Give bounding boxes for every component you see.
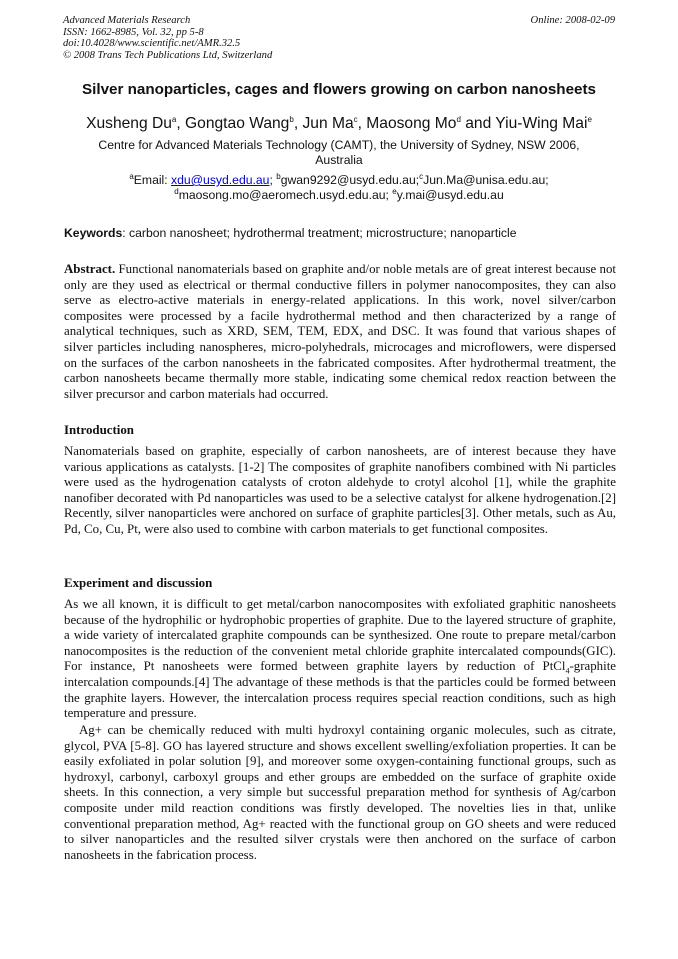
author-name: Xusheng Du bbox=[86, 115, 172, 132]
author-list bbox=[30, 114, 648, 134]
experiment-text: -graphite intercalation compounds.[4] The advantage of these methods is that the particles could be formed between the graphite layers. However, the intercalation process requires special reaction conditions, such as high temperature and pressure. bbox=[64, 659, 616, 721]
abstract-label: Abstract. bbox=[64, 262, 116, 276]
email-sup: d bbox=[174, 186, 179, 196]
email-sup: e bbox=[392, 186, 397, 196]
journal-issn: ISSN: 1662-8985, Vol. 32, pp 5-8 bbox=[63, 26, 204, 38]
email-text: y.mai@usyd.edu.au bbox=[396, 188, 504, 202]
journal-doi: doi:10.4028/www.scientific.net/AMR.32.5 bbox=[63, 38, 241, 50]
author-name: , Gongtao Wang bbox=[176, 115, 290, 132]
author-sup: a bbox=[171, 114, 177, 124]
paper-title: Silver nanoparticles, cages and flowers growing on carbon nanosheets bbox=[82, 81, 596, 98]
experiment-paragraph-1 bbox=[64, 597, 616, 722]
email-block bbox=[60, 173, 618, 203]
experiment-heading: Experiment and discussion bbox=[64, 576, 213, 590]
journal-header bbox=[63, 15, 615, 61]
abstract bbox=[64, 262, 616, 402]
email-sup: c bbox=[419, 171, 424, 181]
abstract-text: Functional nanomaterials based on graphite and/or noble metals are of great interest because not only are they used as electrical or thermal conductive fillers in polymer nanocomposites, they can also serve as electro-active materials in energy-related applications. In this work, novel silver/carbon composites were processed by a facile hydrothermal method and then characterized by a range of analytical techniques, such as XRD, SEM, TEM, EDX, and DSC. It was found that various shapes of silver particles including nanospheres, micro-polyhedrals, microcages and microflowers, were dispersed on the surfaces of the carbon nanosheets in the fabricated composites. After hydrothermal treatment, the carbon nanosheets became thermally more stable, indicating some chemical redox reaction between the silver precursor and carbon materials had occurred. bbox=[64, 262, 616, 401]
introduction-heading: Introduction bbox=[64, 423, 134, 437]
email-label: Email: bbox=[133, 173, 172, 187]
email-sup: b bbox=[276, 171, 281, 181]
email-link[interactable]: xdu@usyd.edu.au bbox=[171, 173, 270, 187]
author-name: and Yiu-Wing Mai bbox=[460, 115, 588, 132]
journal-copyright: © 2008 Trans Tech Publications Ltd, Switzerland bbox=[63, 49, 273, 61]
email-text: gwan9292@usyd.edu.au; bbox=[280, 173, 420, 187]
author-sup: b bbox=[289, 114, 294, 124]
email-sep: ; bbox=[269, 173, 277, 187]
author-name: , Maosong Mo bbox=[357, 115, 457, 132]
affiliation: Centre for Advanced Materials Technology (CAMT), the University of Sydney, NSW 2006, Australia bbox=[98, 138, 580, 167]
author-name: , Jun Ma bbox=[293, 115, 354, 132]
author-sup: c bbox=[353, 114, 358, 124]
author-sup: e bbox=[587, 114, 592, 124]
email-text: maosong.mo@aeromech.usyd.edu.au; bbox=[178, 188, 393, 202]
keywords bbox=[64, 226, 616, 240]
journal-name: Advanced Materials Research bbox=[63, 15, 191, 26]
keywords-text: : carbon nanosheet; hydrothermal treatment; microstructure; nanoparticle bbox=[122, 226, 517, 240]
introduction-paragraph: Nanomaterials based on graphite, especially of carbon nanosheets, are of interest because they have various applications as catalysts. [1-2] The composites of graphite nanofibers combined with Ni particles were used as the hydrogenation catalysts of croton aldehyde to crotyl alcohol [1], while the graphite nanofiber decorated with Pd nanoparticles was used to be a selective catalyst for alkene hydrogenation.[2] Recently, silver nanoparticles were anchored on surface of graphite particles[3]. Other metals, such as Au, Pd, Co, Cu, Pt, were also used to combine with carbon materials to get functional composites. bbox=[64, 444, 616, 536]
subscript: 4 bbox=[565, 666, 570, 676]
online-date: Online: 2008-02-09 bbox=[530, 15, 615, 26]
email-text: Jun.Ma@unisa.edu.au; bbox=[423, 173, 549, 187]
author-sup: d bbox=[456, 114, 461, 124]
email-sup: a bbox=[129, 171, 134, 181]
experiment-paragraph-2: Ag+ can be chemically reduced with multi hydroxyl containing organic molecules, such as citrate, glycol, PVA [5-8]. GO has layered structure and shows excellent swelling/exfoliation properties. It can be easily exfoliated in polar solution [9], and moreover some oxygen-containing functional groups, such as hydroxyl, carbonyl, carboxyl groups and ether groups are embedded on the surface of graphite oxide sheets. In this connection, a very simple but successful preparation method for synthesis of Ag/carbon composite under mild reaction conditions was firstly developed. The novelties lies in that, unlike conventional preparation method, Ag+ reacted with the functional group on GO sheets and were reduced to silver nanoparticles and the resulted silver crystals were then anchored on the surface of carbon nanosheets in the fabrication process. bbox=[64, 723, 616, 862]
keywords-label: Keywords bbox=[64, 226, 123, 240]
experiment-text: As we all known, it is difficult to get metal/carbon nanocomposites with exfoliated graphitic nanosheets because of the hydrophilic or hydrophobic properties of graphite. Due to the layered structure of graphite, a wide variety of intercalated graphite compounds can be synthesized. One route to prepare metal/carbon nanocomposites is the reduction of the convenient metal chloride graphite intercalated compounds(GIC). For instance, Pt nanosheets were formed between graphite layers by reduction of PtCl bbox=[64, 597, 616, 674]
